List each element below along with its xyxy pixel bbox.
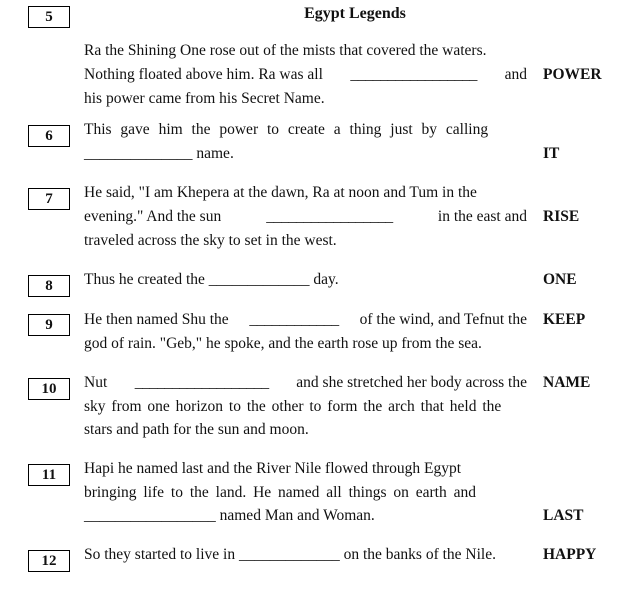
item-6-line-1 — [84, 121, 527, 139]
question-number-6: 6 — [28, 125, 70, 147]
item-7-line-1 — [84, 184, 527, 202]
item-10-text: sky from one horizon to the other to form the arch that held the — [84, 398, 502, 415]
item-5-text: and — [504, 66, 527, 83]
question-number-8: 8 — [28, 275, 70, 297]
item-11-line-2 — [84, 484, 527, 502]
item-5-line-3: his power came from his Secret Name. — [84, 90, 325, 107]
item-5-text: Ra the Shining One rose out of the mists that covered the waters. — [84, 42, 487, 59]
answer-word-9: KEEP — [543, 311, 586, 328]
item-11-line-1 — [84, 460, 527, 478]
question-number-7: 7 — [28, 188, 70, 210]
item-8-line-1[interactable]: Thus he created the _____________ day. — [84, 271, 339, 288]
item-7-text: He said, "I am Khepera at the dawn, Ra at noon and Tum in the — [84, 184, 477, 201]
page-title: Egypt Legends — [304, 5, 406, 22]
question-number-12: 12 — [28, 550, 70, 572]
question-number-5: 5 — [28, 6, 70, 28]
item-6-line-2[interactable]: ______________ name. — [84, 145, 234, 162]
item-6-text: This gave him the power to create a thing just by calling — [84, 121, 489, 138]
item-10-line-3: stars and path for the sun and moon. — [84, 421, 309, 438]
item-7-line-3: traveled across the sky to set in the west. — [84, 232, 337, 249]
item-10-text: Nut — [84, 374, 108, 391]
answer-blank-7[interactable]: _________________ — [266, 208, 393, 225]
item-10-text: and she stretched her body across the — [296, 374, 527, 391]
answer-word-8: ONE — [543, 271, 577, 288]
answer-word-6: IT — [543, 145, 560, 162]
answer-word-12: HAPPY — [543, 546, 597, 563]
item-5-text: Nothing floated above him. Ra was all — [84, 66, 323, 83]
answer-word-5: POWER — [543, 66, 602, 83]
answer-blank-5[interactable]: _________________ — [350, 66, 478, 83]
item-5-line-1 — [84, 42, 527, 60]
question-number-9: 9 — [28, 314, 70, 336]
item-7-text: evening." And the sun — [84, 208, 222, 225]
answer-blank-10[interactable]: __________________ — [134, 374, 269, 391]
item-12-line-1[interactable]: So they started to live in _____________ on the banks of the Nile. — [84, 546, 496, 563]
item-7-text: in the east and — [437, 208, 527, 225]
item-9-text: of the wind, and Tefnut the — [359, 311, 527, 328]
item-11-text: bringing life to the land. He named all things on earth and — [84, 484, 476, 501]
item-9-line-2: god of rain. "Geb," he spoke, and the earth rose up from the sea. — [84, 335, 482, 352]
question-number-10: 10 — [28, 378, 70, 400]
item-10-line-2 — [84, 398, 527, 416]
answer-word-10: NAME — [543, 374, 591, 391]
item-5-line-2 — [84, 66, 527, 84]
item-11-line-3[interactable]: _________________ named Man and Woman. — [84, 507, 375, 524]
answer-blank-9[interactable]: ____________ — [249, 311, 339, 328]
answer-word-11: LAST — [543, 507, 584, 524]
item-10-line-1 — [84, 374, 527, 392]
question-number-11: 11 — [28, 464, 70, 486]
item-7-line-2 — [84, 208, 527, 226]
item-11-text: Hapi he named last and the River Nile flowed through Egypt — [84, 460, 462, 477]
item-9-text: He then named Shu the — [84, 311, 229, 328]
answer-word-7: RISE — [543, 208, 580, 225]
item-9-line-1 — [84, 311, 527, 329]
